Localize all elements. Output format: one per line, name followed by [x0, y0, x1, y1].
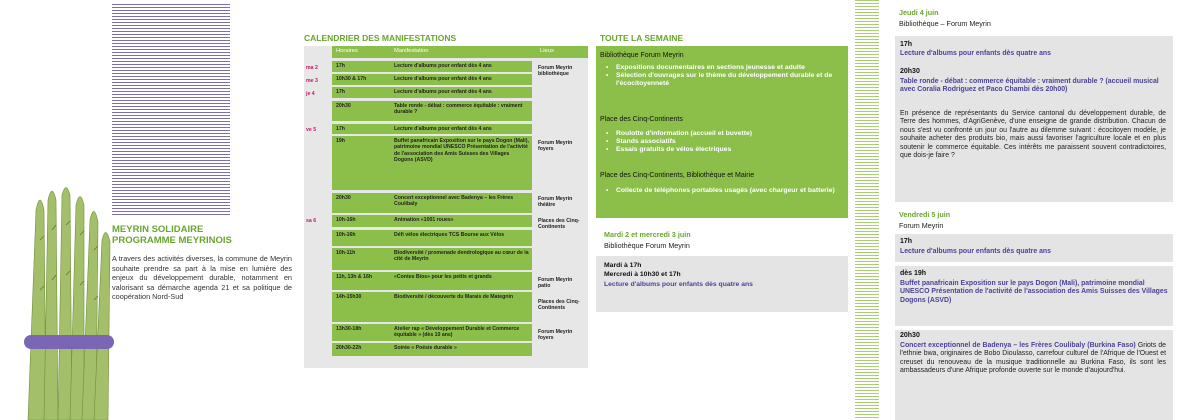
calendar-row	[332, 74, 532, 85]
meyrin-title-line2: PROGRAMME MEYRINOIS	[112, 235, 232, 246]
calendar-place: Places des Cinq-Continents	[538, 299, 580, 312]
friday-event-3: Concert exceptionnel de Badenya – les Frères Coulibaly (Burkina Faso)	[900, 342, 1136, 349]
calendar-row-time: 10h-16h	[336, 217, 356, 223]
week-list	[600, 130, 842, 155]
calendar-row	[332, 61, 532, 72]
calendar-row-event: Concert exceptionnel avec Badenya – les Frères Coulibaly	[394, 195, 514, 208]
friday-body-3-text: Griots de l'ethnie bwa, originaires de Bobo Dioulasso, carrefour culturel de l'Afrique de l'Ouest et creuset du renouveau de la musique traditionnelle au Burkina Faso, ils sont les ambassadeurs d'une Afrique profonde ouverte sur le monde d'aujourd'hui.	[900, 342, 1166, 375]
tuesday-title: Mardi 2 et mercredi 3 juin	[604, 230, 691, 239]
week-title: TOUTE LA SEMAINE	[600, 33, 684, 43]
calendar-day: me 3	[306, 78, 318, 84]
calendar-row	[332, 324, 532, 341]
friday-event-1: Lecture d'albums pour enfants dès quatre ans	[900, 248, 1051, 255]
thursday-body: En présence de représentants du Service cantonal du développement durable, de Terre des hommes, d'AgriGenève, d'une enseigne de grande distribution. Chacun de nous s'est vu confronté un jour ou l'autre au dilemme suivant : écocitoyen modèle, je souhaite acheter des produits bio, mais aussi favoriser l'agriculture locale et en plus soutenir le commerce équitable. Ces intérêts me paraissent souvent contradictoires, que dois-je faire ?	[900, 110, 1166, 160]
calendar-row	[332, 136, 532, 190]
thursday-box	[895, 36, 1173, 202]
meyrin-intro-text: A travers des activités diverses, la commune de Meyrin souhaite prendre sa part à la mise en lumière des enjeux du développement durable, notamment en valorisant sa démarche agenda 21 et sa politique de coopération Nord-Sud	[112, 254, 292, 301]
week-item: • Stands associatifs	[600, 138, 842, 146]
friday-time-2: dès 19h	[900, 270, 927, 277]
thursday-event-1: Lecture d'albums pour enfants dès quatre ans	[900, 50, 1051, 57]
calendar-row-event: Biodiversité / promenade dendrologique au cœur de la cité de Meyrin	[394, 250, 529, 263]
calendar-row-time: 10h30 & 17h	[336, 76, 367, 82]
calendar-day: je 4	[306, 91, 315, 97]
week-section-heading: Bibliothèque Forum Meyrin	[600, 52, 684, 59]
calendar-row-time: 14h-15h30	[336, 294, 362, 300]
calendar-row-time: 20h30-22h	[336, 345, 362, 351]
calendar-row-event: Buffet panafricain Exposition sur le pays Dogon (Mali), patrimoine mondial UNESCO Présentation de l'activité de l'association des Amis Suisses des Villages Dogons (ASVD)	[394, 138, 529, 164]
thursday-place: Bibliothèque – Forum Meyrin	[899, 19, 991, 28]
asparagus-image	[10, 180, 120, 420]
calendar-row-time: 19h	[336, 138, 345, 144]
calendar-row-event: Lecture d'albums pour enfant dès 4 ans	[394, 76, 492, 82]
calendar-place: Places des Cinq-Continents	[538, 218, 580, 231]
calendar-table	[304, 46, 588, 368]
week-item: • Collecte de téléphones portables usagés (avec chargeur et batterie)	[600, 187, 842, 195]
calendar-row-time: 20h30	[336, 103, 351, 109]
calendar-row	[332, 343, 532, 356]
calendar-row-time: 17h	[336, 126, 345, 132]
calendar-row	[332, 101, 532, 121]
header-place: Lieux	[540, 48, 554, 54]
calendar-place: Forum Meyrin foyers	[538, 329, 573, 342]
week-section-heading: Place des Cinq-Continents	[600, 116, 683, 123]
calendar-row-time: 17h	[336, 89, 345, 95]
thursday-time-1: 17h	[900, 41, 913, 48]
calendar-row-event: Atelier rap « Développement Durable et Commerce équitable » (dès 10 ans)	[394, 326, 520, 339]
friday-time-1: 17h	[900, 238, 913, 245]
friday-box-3	[895, 330, 1173, 420]
meyrin-title-line1: MEYRIN SOLIDAIRE	[112, 224, 204, 235]
friday-title: Vendredi 5 juin	[899, 210, 951, 219]
decorative-lines-left	[112, 4, 230, 216]
calendar-day: ve 5	[306, 127, 317, 133]
tuesday-event: Lecture d'albums pour enfants dès quatre ans	[604, 281, 753, 288]
calendar-day: ma 2	[306, 65, 318, 71]
thursday-time-2: 20h30	[900, 68, 920, 75]
calendar-header	[332, 46, 588, 58]
calendar-row	[332, 292, 532, 322]
calendar-row-event: Lecture d'albums pour enfant dès 4 ans	[394, 126, 492, 132]
calendar-row-time: 13h30-18h	[336, 326, 362, 332]
calendar-row-event: Défi vélos électriques TCS Bourse aux Vélos	[394, 232, 505, 238]
week-item: • Expositions documentaires en sections jeunesse et adulte	[600, 64, 842, 72]
calendar-place: Forum Meyrin patio	[538, 277, 573, 290]
calendar-place: Forum Meyrin foyers	[538, 140, 573, 153]
calendar-row-time: 10h-11h	[336, 250, 356, 256]
week-box	[596, 46, 848, 218]
calendar-row	[332, 272, 532, 290]
calendar-title: CALENDRIER DES MANIFESTATIONS	[304, 33, 457, 43]
friday-box-1	[895, 234, 1173, 262]
calendar-row	[332, 248, 532, 270]
calendar-row-time: 17h	[336, 63, 345, 69]
calendar-row-event: Lecture d'albums pour enfant dès 4 ans	[394, 89, 492, 95]
header-event: Manifestation	[394, 48, 429, 54]
friday-body-3	[900, 342, 1166, 376]
friday-event-2: Buffet panafricain Exposition sur le pays Dogon (Mali), patrimoine mondial UNESCO Présentation de l'activité de l'association des Amis Suisses des Villages Dogons (ASVD)	[900, 280, 1168, 304]
tuesday-place: Bibliothèque Forum Meyrin	[604, 241, 690, 250]
calendar-place: Forum Meyrin bibliothèque	[538, 65, 573, 78]
calendar-row-time: 20h30	[336, 195, 351, 201]
friday-place: Forum Meyrin	[899, 221, 944, 230]
calendar-row	[332, 215, 532, 227]
calendar-row	[332, 87, 532, 98]
tuesday-box	[596, 256, 848, 312]
calendar-row	[332, 193, 532, 213]
calendar-row-event: Table ronde - débat : commerce équitable : vraiment durable ?	[394, 103, 523, 116]
week-list	[600, 187, 842, 195]
friday-box-2	[895, 266, 1173, 326]
calendar-row-event: Soirée « Poésie durable »	[394, 345, 457, 351]
calendar-row-time: 10h-16h	[336, 232, 356, 238]
calendar-row-event: Lecture d'albums pour enfant dès 4 ans	[394, 63, 492, 69]
tuesday-line2: Mercredi à 10h30 et 17h	[604, 271, 681, 278]
calendar-day: sa 6	[306, 218, 317, 224]
thursday-title: Jeudi 4 juin	[899, 8, 939, 17]
calendar-row	[332, 124, 532, 134]
calendar-row-event: Biodiversité / découverte du Marais de Mategnin	[394, 294, 514, 300]
week-section-heading: Place des Cinq-Continents, Bibliothèque et Mairie	[600, 172, 755, 179]
week-item: • Sélection d'ouvrages sur le thème du développement durable et de l'écocitoyenneté	[600, 72, 842, 88]
calendar-place: Forum Meyrin théâtre	[538, 196, 573, 209]
calendar-row	[332, 230, 532, 246]
week-list	[600, 64, 842, 89]
calendar-row-time: 11h, 13h & 16h	[336, 274, 373, 280]
thursday-event-2: Table ronde - débat : commerce équitable : vraiment durable ? (accueil musical avec Coralia Rodriguez et Paco Chambi dès 20h00)	[900, 78, 1159, 94]
week-item: • Essais gratuits de vélos électriques	[600, 146, 842, 154]
calendar-row-event: Animation «1001 roues»	[394, 217, 454, 223]
week-item: • Roulotte d'information (accueil et buvette)	[600, 130, 842, 138]
meyrin-title	[112, 224, 292, 246]
header-time: Horaires	[336, 48, 358, 54]
tuesday-line1: Mardi à 17h	[604, 262, 642, 269]
friday-time-3: 20h30	[900, 332, 920, 339]
decorative-lines-right	[855, 0, 879, 420]
calendar-row-event: «Contes Bios» pour les petits et grands	[394, 274, 492, 280]
